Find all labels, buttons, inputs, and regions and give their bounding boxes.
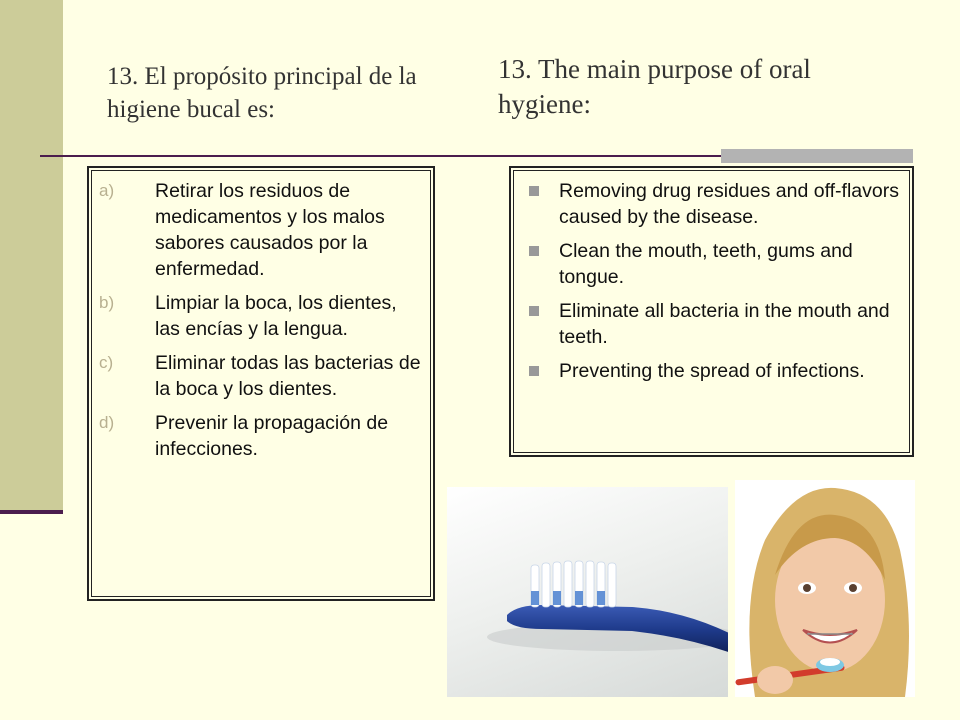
option-text: Prevenir la propagación de infecciones. — [155, 412, 389, 460]
option-b-es — [99, 290, 424, 342]
girl-portrait-icon — [735, 480, 915, 697]
option-marker: d) — [99, 413, 115, 432]
toothbrush-photo — [447, 487, 728, 697]
spanish-options-list — [99, 178, 424, 470]
header-accent-bar — [721, 149, 913, 163]
sidebar-bottom-line — [0, 510, 63, 514]
square-bullet-icon — [529, 366, 539, 376]
english-options-box — [509, 166, 914, 457]
option-text: Clean the mouth, teeth, gums and tongue. — [559, 240, 853, 288]
option-3-en — [529, 298, 904, 350]
option-text: Eliminar todas las bacterias de la boca y los dientes. — [155, 352, 421, 400]
option-marker: b) — [99, 293, 115, 312]
english-options-list — [529, 178, 904, 392]
option-c-es — [99, 350, 424, 402]
question-title-spanish: 13. El propósito principal de la higiene bucal es: — [107, 63, 417, 123]
option-1-en — [529, 178, 904, 230]
toothbrush-icon — [447, 487, 728, 697]
spanish-options-box — [87, 166, 435, 601]
option-marker: a) — [99, 181, 115, 200]
option-2-en — [529, 238, 904, 290]
square-bullet-icon — [529, 246, 539, 256]
option-d-es — [99, 410, 424, 462]
option-text: Preventing the spread of infections. — [559, 360, 865, 382]
option-4-en — [529, 358, 904, 384]
option-a-es — [99, 178, 424, 282]
left-sidebar-band — [0, 0, 63, 512]
option-text: Removing drug residues and off-flavors caused by the disease. — [559, 180, 899, 228]
square-bullet-icon — [529, 186, 539, 196]
square-bullet-icon — [529, 306, 539, 316]
option-text: Retirar los residuos de medicamentos y los malos sabores causados por la enfermedad. — [155, 180, 385, 280]
option-text: Eliminate all bacteria in the mouth and teeth. — [559, 300, 890, 348]
option-text: Limpiar la boca, los dientes, las encías y la lengua. — [155, 292, 397, 340]
question-title-english: 13. The main purpose of oral hygiene: — [498, 54, 811, 119]
option-marker: c) — [99, 353, 114, 372]
girl-brushing-teeth-photo — [735, 480, 915, 697]
